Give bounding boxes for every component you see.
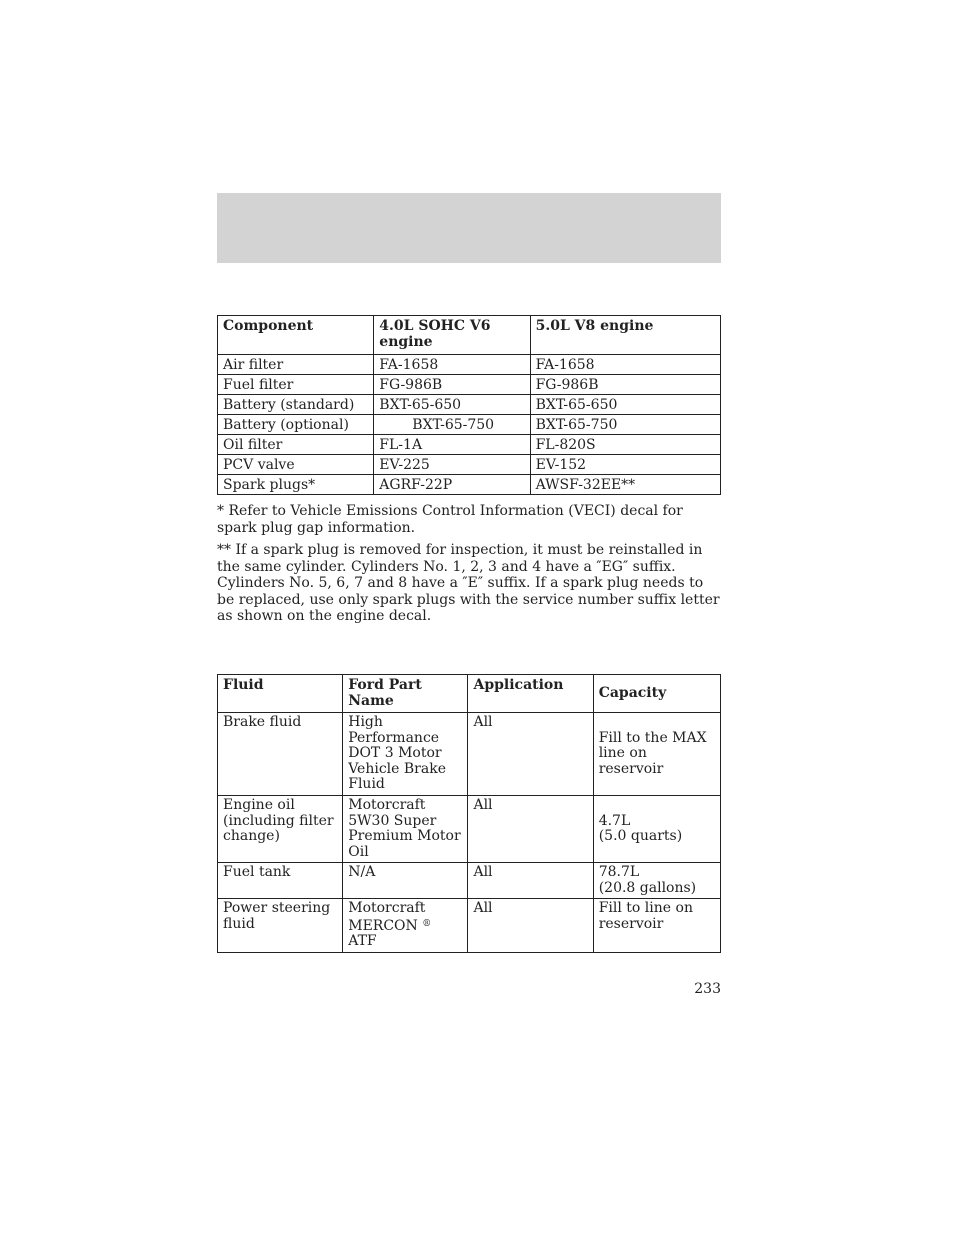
parts-cell-component: PCV valve [218,455,374,475]
parts-cell-v8: FA-1658 [530,355,720,375]
table-row [218,899,721,953]
parts-cell-v6: BXT-65-650 [374,395,530,415]
fluids-header-part-name: Ford Part Name [343,675,468,713]
parts-cell-v6: FG-986B [374,375,530,395]
parts-cell-component: Spark plugs* [218,475,374,495]
fluids-table-header-row [218,675,721,713]
fluids-cell-part-name: N/A [343,863,468,899]
table-row [218,355,721,375]
fluids-cell-fluid: Brake fluid [218,713,343,796]
parts-cell-v6: FL-1A [374,435,530,455]
parts-cell-component: Oil filter [218,435,374,455]
capacity-imperial: (20.8 gallons) [598,879,697,896]
fluids-table [217,674,721,953]
fluids-cell-application: All [468,796,593,863]
table-row [218,435,721,455]
parts-cell-v8: EV-152 [530,455,720,475]
fluids-cell-fluid: Engine oil (including filter change) [218,796,343,863]
parts-cell-v6: FA-1658 [374,355,530,375]
fluids-cell-capacity: Fill to line on reservoir [593,899,720,953]
parts-cell-v8: AWSF-32EE** [530,475,720,495]
parts-cell-component: Battery (optional) [218,415,374,435]
fluids-cell-part-name: Motorcraft 5W30 Super Premium Motor Oil [343,796,468,863]
section-header-band [217,193,721,263]
parts-cell-v8: FG-986B [530,375,720,395]
table-row [218,713,721,796]
fluids-cell-capacity [593,796,720,863]
registered-trademark-symbol: ® [422,918,432,929]
fluids-cell-part-name: High Performance DOT 3 Motor Vehicle Brake Fluid [343,713,468,796]
parts-cell-v8: BXT-65-650 [530,395,720,415]
fluids-cell-capacity: Fill to the MAX line on reservoir [593,713,720,796]
spark-plug-reinstall-note: ** If a spark plug is removed for inspection, it must be reinstalled in the same cylinder. Cylinders No. 1, 2, 3 and 4 have a ″EG″ suffix. Cylinders No. 5, 6, 7 and 8 have a ″E″ suffix. If a spark plug needs to be replaced, use only spark plugs with the service number suffix letter as shown on the engine decal. [217,542,720,624]
parts-header-v6: 4.0L SOHC V6 engine [374,316,530,355]
parts-cell-v8: FL-820S [530,435,720,455]
fluids-cell-part-name [343,899,468,953]
capacity-metric: 4.7L [598,812,631,829]
parts-cell-v6: EV-225 [374,455,530,475]
parts-cell-v6: AGRF-22P [374,475,530,495]
table-row [218,415,721,435]
table-row [218,395,721,415]
fluids-cell-application: All [468,713,593,796]
table-row [218,863,721,899]
part-name-suffix: ATF [348,933,377,949]
spark-plug-gap-note: * Refer to Vehicle Emissions Control Information (VECI) decal for spark plug gap information. [217,503,683,536]
table-row [218,455,721,475]
parts-table-header-row [218,316,721,355]
fluids-cell-application: All [468,899,593,953]
fluids-cell-application: All [468,863,593,899]
parts-header-component: Component [218,316,374,355]
table-row [218,796,721,863]
fluids-cell-capacity [593,863,720,899]
parts-cell-v8: BXT-65-750 [530,415,720,435]
parts-cell-v6: BXT-65-750 [374,415,530,435]
fluids-header-capacity: Capacity [593,675,720,713]
parts-header-v8: 5.0L V8 engine [530,316,720,355]
table-row [218,475,721,495]
parts-table [217,315,721,495]
parts-cell-component: Battery (standard) [218,395,374,415]
capacity-metric: 78.7L [598,864,640,880]
parts-cell-component: Air filter [218,355,374,375]
fluids-header-fluid: Fluid [218,675,343,713]
page-number: 233 [694,981,721,997]
table-row [218,375,721,395]
capacity-imperial: (5.0 quarts) [598,828,683,844]
parts-cell-component: Fuel filter [218,375,374,395]
part-name-prefix: Motorcraft MERCON [348,900,426,934]
fluids-header-application: Application [468,675,593,713]
fluids-cell-fluid: Fuel tank [218,863,343,899]
fluids-cell-fluid: Power steering fluid [218,899,343,953]
